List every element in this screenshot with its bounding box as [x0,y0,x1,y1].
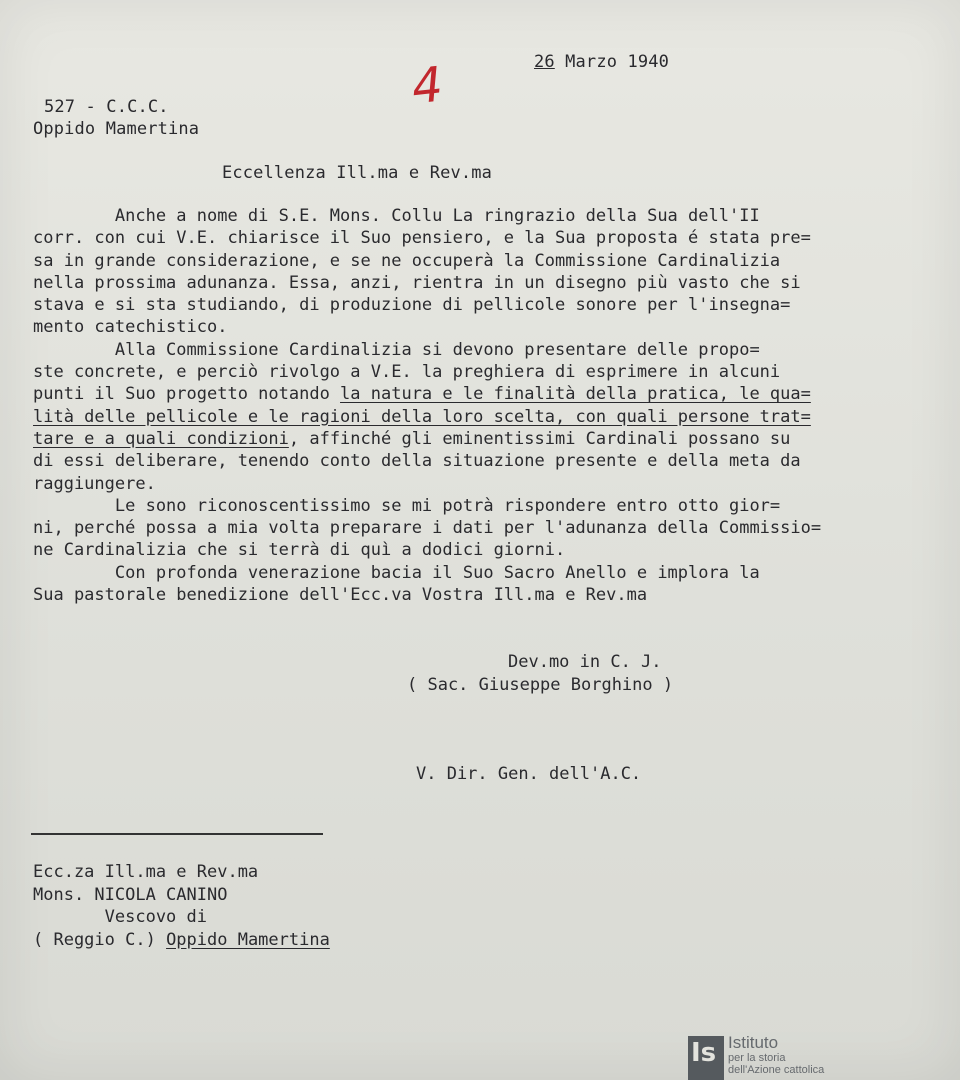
body-line: ni, perché possa a mia volta preparare i dati per l'adunanza della Commissio= [33,518,822,539]
body-line [33,406,933,428]
addressee-block [33,861,330,951]
reference-place: Oppido Mamertina [33,119,200,139]
body-line: nella prossima adunanza. Essa, anzi, rientra in un disegno più vasto che si [33,272,801,293]
body-text: , affinché gli eminentissimi Cardinali possano su [288,428,791,449]
logo-line: Istituto [728,1033,779,1052]
logo-text [728,1034,824,1076]
body-line [33,383,933,405]
body-line: corr. con cui V.E. chiarisce il Suo pensiero, e la Sua proposta é stata pre= [33,228,811,249]
body-line: raggiungere. [33,473,156,494]
underlined-text: lità delle pellicole e le ragioni della loro scelta, con quali persone trat= [33,406,811,427]
archive-watermark-logo [688,1034,828,1080]
addressee-city: ( Reggio C.) [33,929,167,950]
body-line: ste concrete, e perciò rivolgo a V.E. la preghiera di esprimere in alcuni [33,362,781,383]
logo-letters: Is [691,1038,717,1068]
logo-line: dell'Azione cattolica [728,1064,825,1076]
body-line: mento catechistico. [33,317,228,338]
divider-line [31,833,323,835]
body-line: di essi deliberare, tenendo conto della situazione presente e della meta da [33,451,801,472]
body-line: sa in grande considerazione, e se ne occuperà la Commissione Cardinalizia [33,250,781,271]
body-line: Alla Commissione Cardinalizia si devono presentare delle propo= [33,339,760,360]
underlined-text: tare e a quali condizioni [33,428,289,449]
body-line: Le sono riconoscentissimo se mi potrà rispondere entro otto gior= [33,495,781,516]
signature-title: V. Dir. Gen. dell'A.C. [416,764,642,784]
body-text: punti il Suo progetto notando [33,384,341,405]
page-number-handwritten: 4 [409,56,446,116]
addressee-line: Ecc.za Ill.ma e Rev.ma [33,862,259,882]
letter-date [534,51,669,73]
salutation: Eccellenza Ill.ma e Rev.ma [222,163,493,183]
body-line: Sua pastorale benedizione dell'Ecc.va Vostra Ill.ma e Rev.ma [33,585,648,606]
logo-line: per la storia [728,1052,786,1064]
signature-name: ( Sac. Giuseppe Borghino ) [407,675,674,695]
protocol-reference: 527 - C.C.C. [44,97,169,117]
signature-closing: Dev.mo in C. J. [508,652,662,672]
body-line: stava e si sta studiando, di produzione di pellicole sonore per l'insegna= [33,295,791,316]
date-day: 26 [534,52,555,72]
body-line [33,428,933,450]
underlined-text: la natura e le finalità della pratica, le qua= [340,384,811,405]
logo-mark [688,1036,724,1080]
addressee-line: Mons. NICOLA CANINO [33,884,228,905]
addressee-line [33,929,330,952]
addressee-diocese: Oppido Mamertina [166,929,330,950]
body-line: ne Cardinalizia che si terrà di quì a dodici giorni. [33,540,566,561]
letter-body [33,205,933,606]
body-line: Anche a nome di S.E. Mons. Collu La ringrazio della Sua dell'II [33,206,760,226]
date-month-year: Marzo 1940 [554,52,670,72]
body-line: Con profonda venerazione bacia il Suo Sacro Anello e implora la [33,562,760,583]
addressee-line: Vescovo di [33,907,207,927]
